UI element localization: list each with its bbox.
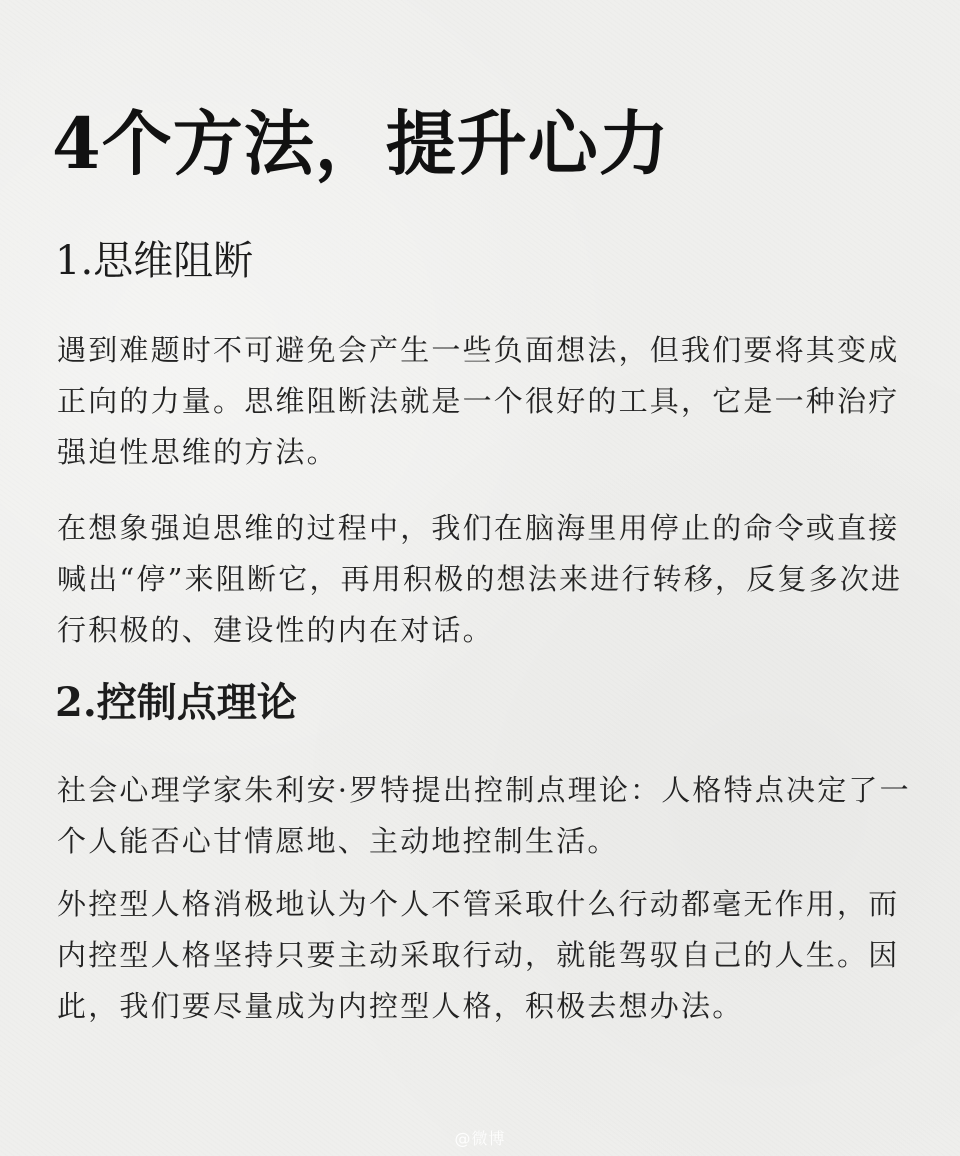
watermark: @微博 xyxy=(454,1129,506,1148)
paragraph: 社会心理学家朱利安·罗特提出控制点理论：人格特点决定了一个人能否心甘情愿地、主动地控制生活。 xyxy=(57,773,911,858)
paragraph: 遇到难题时不可避免会产生一些负面想法，但我们要将其变成正向的力量。思维阻断法就是一个很好的工具，它是一种治疗强迫性思维的方法。 xyxy=(57,333,900,469)
paragraph: 在想象强迫思维的过程中，我们在脑海里用停止的命令或直接喊出“停”来阻断它，再用积极的想法来进行转移，反复多次进行积极的、建设性的内在对话。 xyxy=(57,511,903,647)
section-heading-thought-stopping: 1.思维阻断 xyxy=(55,238,254,284)
section-heading-locus-of-control: 2.控制点理论 xyxy=(55,679,297,726)
page-title: 4个方法，提升心力 xyxy=(52,102,670,185)
paragraph: 外控型人格消极地认为个人不管采取什么行动都毫无作用，而内控型人格坚持只要主动采取行动，就能驾驭自己的人生。因此，我们要尽量成为内控型人格，积极去想办法。 xyxy=(57,887,900,1023)
